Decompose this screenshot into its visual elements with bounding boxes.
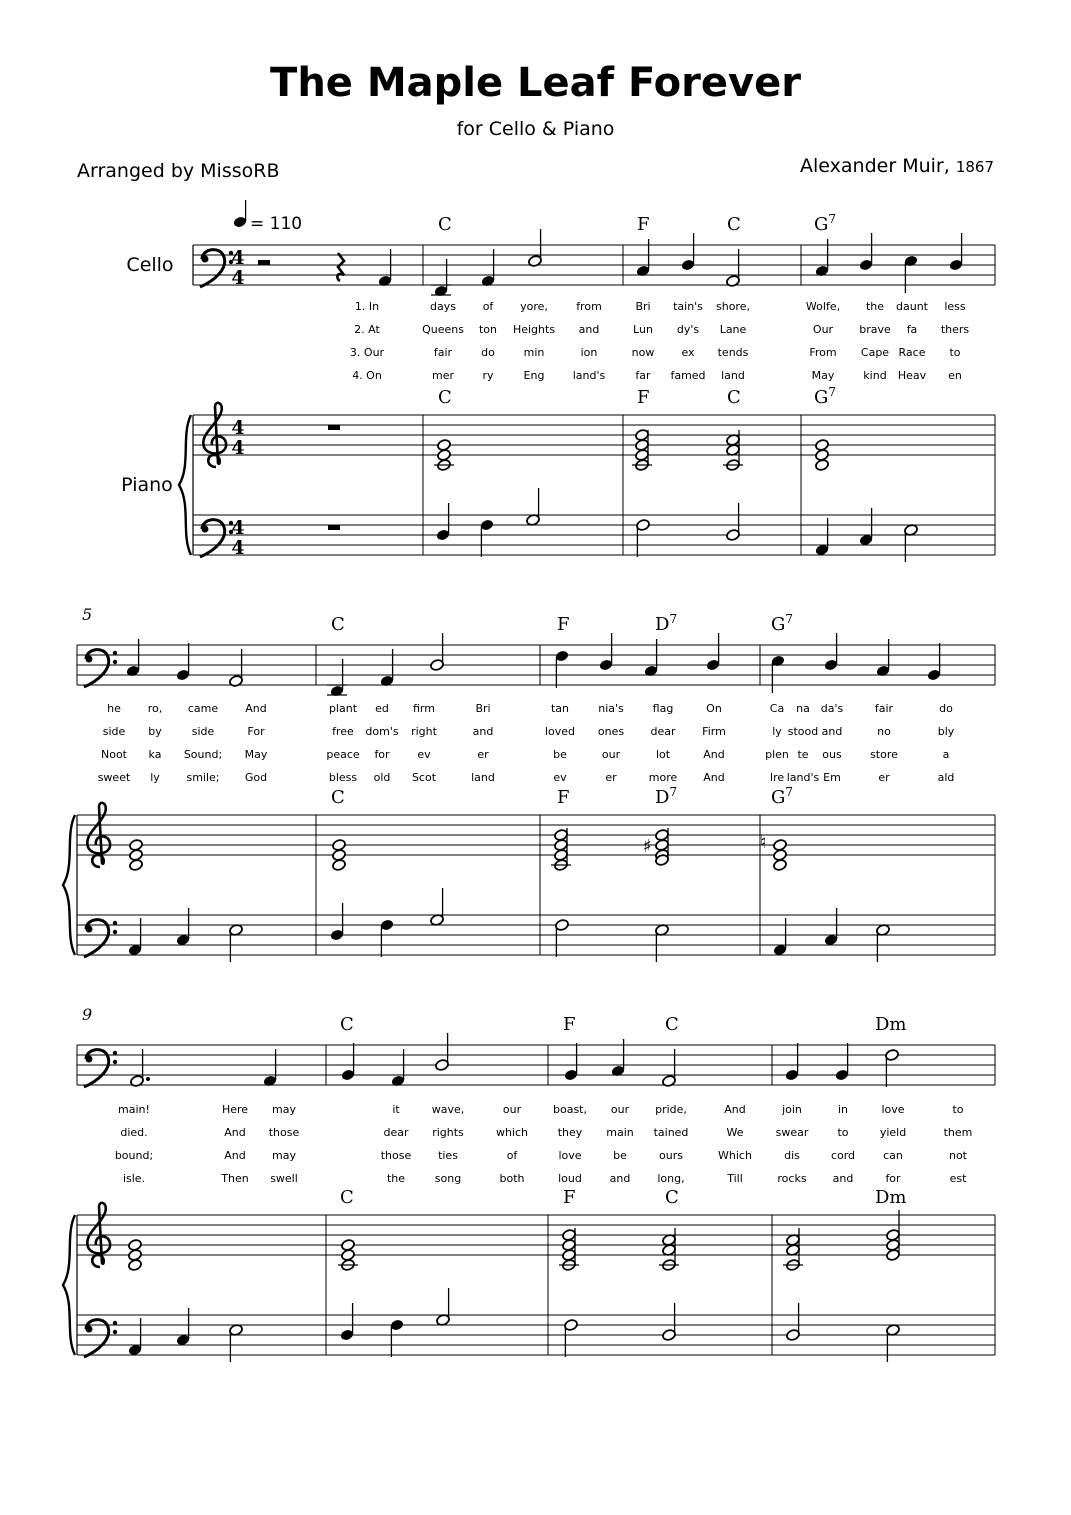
chord-symbol: F (557, 787, 570, 808)
time-signature-numerator: 4 (231, 517, 245, 539)
composition-year: 1867 (955, 158, 994, 176)
lyric-verse-1: And (724, 1103, 746, 1116)
lyric-verse-3: Which (718, 1149, 752, 1162)
lyric-verse-2: ton (478, 323, 498, 336)
note (681, 233, 696, 271)
note (815, 518, 830, 556)
lyric-verse-1: love (881, 1103, 905, 1116)
lyric-verse-1: daunt (896, 300, 928, 313)
lyric-verse-4: Heav (897, 369, 927, 382)
arranger-credit: Arranged by MissoRB (77, 160, 280, 182)
lyric-verse-1: in (837, 1103, 849, 1116)
note (786, 1303, 801, 1341)
note (176, 643, 191, 681)
lyric-verse-4: the (386, 1172, 406, 1185)
lyric-verse-2: and (821, 725, 843, 738)
lyric-verse-2: thers (940, 323, 970, 336)
lyric-verse-2: We (726, 1126, 744, 1139)
lyric-verse-3: peace (326, 748, 360, 761)
chord-symbol: $D^7$ (655, 785, 678, 808)
quarter-rest (337, 253, 344, 281)
score-text (82, 212, 972, 1208)
lyric-verse-3: Sound; (183, 748, 223, 761)
piano-bass-staff-2 (77, 915, 995, 955)
note (555, 650, 570, 688)
lyric-verse-3: can (883, 1149, 903, 1162)
lyric-verse-3: may (272, 1149, 296, 1162)
chord-symbol: F (563, 1187, 576, 1208)
note (885, 1049, 900, 1087)
piano-treble-staff-1 (193, 415, 995, 455)
lyric-verse-3: From (809, 346, 837, 359)
lyric-verse-3: ka (148, 748, 162, 761)
lyric-verse-3: te (797, 748, 809, 761)
lyric-verse-3: to (949, 346, 961, 359)
lyric-verse-3: Noot (100, 748, 128, 761)
note (824, 908, 839, 946)
lyric-verse-1: firm (413, 702, 435, 715)
lyric-verse-2: Firm (702, 725, 726, 738)
note (773, 918, 788, 956)
note (815, 459, 830, 472)
lyric-verse-1: came (187, 702, 219, 715)
lyric-verse-1: fair (874, 702, 894, 715)
lyric-verse-2: and (578, 323, 600, 336)
lyric-verse-4: bless (328, 771, 358, 784)
lyric-verse-1: shore, (716, 300, 750, 313)
lyric-verse-2: Lun (633, 323, 653, 336)
note (824, 633, 839, 671)
lyric-verse-2: Heights (512, 323, 556, 336)
note (340, 1303, 355, 1341)
lyric-verse-1: to (952, 1103, 964, 1116)
lyric-verse-3: of (506, 1149, 518, 1162)
lyric-verse-4: ry (482, 369, 494, 382)
lyric-verse-4: Ire (769, 771, 785, 784)
lyric-verse-2: yield (879, 1126, 907, 1139)
note (835, 1043, 850, 1081)
lyric-verse-3: And (224, 1149, 246, 1162)
note (949, 233, 964, 271)
lyric-verse-1: join (782, 1103, 802, 1116)
cello-staff-3 (77, 1045, 995, 1085)
lyric-verse-4: rocks (777, 1172, 807, 1185)
note (771, 655, 786, 693)
chord-symbol: C (665, 1187, 679, 1208)
lyric-verse-4: loud (558, 1172, 582, 1185)
composer-name: Alexander Muir, (800, 155, 950, 177)
piano-bass-staff-1 (193, 515, 995, 555)
note (859, 233, 874, 271)
lyric-verse-2: 2. At (354, 323, 380, 336)
chord-symbol: $G^7$ (814, 212, 837, 235)
note (229, 924, 244, 962)
lyric-verse-1: yore, (520, 300, 548, 313)
lyric-verse-3: ev (417, 748, 431, 761)
lyric-verse-2: brave (859, 323, 891, 336)
lyric-verse-1: And (245, 702, 267, 715)
cello-label: Cello (126, 254, 174, 276)
chord-symbol: F (637, 214, 650, 235)
lyric-verse-4: isle. (122, 1172, 146, 1185)
lyric-verse-2: Queens (422, 323, 464, 336)
note (176, 1308, 191, 1346)
lyric-verse-1: 1. In (354, 300, 380, 313)
chord-symbol: $G^7$ (771, 612, 794, 635)
lyric-verse-3: love (558, 1149, 582, 1162)
lyric-verse-4: swell (270, 1172, 298, 1185)
lyric-verse-3: be (613, 1149, 627, 1162)
chord-symbol: $G^7$ (814, 385, 837, 408)
lyric-verse-1: plant (328, 702, 358, 715)
lyric-verse-4: more (648, 771, 678, 784)
chord-symbol: C (340, 1014, 354, 1035)
lyric-verse-4: 4. On (352, 369, 382, 382)
lyric-verse-1: tain's (673, 300, 703, 313)
note (480, 519, 495, 557)
lyric-verse-4: land's (786, 771, 820, 784)
note (330, 903, 345, 941)
chord-symbol: C (331, 614, 345, 635)
note (859, 508, 874, 546)
lyric-verse-2: rights (432, 1126, 464, 1139)
chord-symbol: C (438, 214, 452, 235)
note (599, 633, 614, 671)
lyric-verse-2: them (943, 1126, 973, 1139)
lyric-verse-2: swear (775, 1126, 809, 1139)
note (430, 888, 445, 926)
note (229, 1324, 244, 1362)
lyric-verse-2: side (102, 725, 126, 738)
lyric-verse-2: fa (906, 323, 918, 336)
lyric-verse-1: tan (550, 702, 570, 715)
lyric-verse-4: smile; (186, 771, 220, 784)
note (904, 255, 919, 293)
chord-symbol: C (331, 787, 345, 808)
note (526, 488, 541, 526)
note (886, 1249, 901, 1262)
note (435, 1033, 450, 1071)
piano-brace (63, 1215, 75, 1355)
note (528, 229, 543, 267)
lyric-verse-4: est (949, 1172, 967, 1185)
score-subtitle: for Cello & Piano (456, 118, 615, 140)
lyric-verse-1: Here (221, 1103, 249, 1116)
lyric-verse-1: On (706, 702, 722, 715)
chord-symbol: C (438, 387, 452, 408)
note (128, 918, 143, 956)
lyric-verse-1: our (502, 1103, 522, 1116)
lyric-verse-1: wave, (431, 1103, 465, 1116)
lyric-verse-3: store (870, 748, 898, 761)
lyric-verse-3: ours (659, 1149, 683, 1162)
lyric-verse-2: stood (787, 725, 819, 738)
note (128, 1318, 143, 1356)
measure-number: 9 (82, 1005, 93, 1024)
lyric-verse-3: May (244, 748, 268, 761)
lyric-verse-1: days (430, 300, 456, 313)
lyric-verse-2: dear (650, 725, 676, 738)
note (886, 1324, 901, 1362)
time-signature-denominator: 4 (231, 437, 245, 459)
chord-symbol: $D^7$ (655, 612, 678, 635)
lyric-verse-4: er (605, 771, 617, 784)
lyric-verse-2: dear (383, 1126, 409, 1139)
lyric-verse-3: Race (898, 346, 926, 359)
lyric-verse-1: Bri (635, 300, 651, 313)
lyric-verse-4: both (499, 1172, 525, 1185)
lyric-verse-4: And (703, 771, 725, 784)
lyric-verse-4: land's (572, 369, 606, 382)
lyric-verse-1: pride, (655, 1103, 687, 1116)
note (927, 643, 942, 681)
lyric-verse-4: sweet (97, 771, 131, 784)
lyric-verse-3: ous (822, 748, 842, 761)
lyric-verse-3: min (523, 346, 545, 359)
note (655, 924, 670, 962)
chord-symbol: F (563, 1014, 576, 1035)
lyric-verse-3: be (553, 748, 567, 761)
note (662, 1303, 677, 1341)
note (773, 859, 788, 872)
note (380, 919, 395, 957)
lyric-verse-3: tends (717, 346, 749, 359)
note (436, 503, 451, 541)
lyric-verse-2: they (557, 1126, 583, 1139)
chord-symbol: C (727, 387, 741, 408)
lyric-verse-2: bly (937, 725, 955, 738)
chord-symbol: $G^7$ (771, 785, 794, 808)
time-signature-denominator: 4 (231, 267, 245, 289)
whole-rest (328, 525, 340, 530)
lyric-verse-2: side (191, 725, 215, 738)
cello-staff-1 (193, 245, 995, 285)
lyric-verse-2: died. (120, 1126, 148, 1139)
whole-rest (328, 425, 340, 430)
lyric-verse-4: famed (670, 369, 706, 382)
lyric-verse-2: those (268, 1126, 300, 1139)
chord-symbol: Dm (875, 1014, 907, 1035)
lyric-verse-3: ties (438, 1149, 458, 1162)
sharp-icon: ♯ (643, 836, 652, 857)
measure-number: 5 (82, 605, 93, 624)
lyric-verse-1: na (796, 702, 810, 715)
lyric-verse-2: loved (544, 725, 576, 738)
lyric-verse-4: land (721, 369, 745, 382)
lyric-verse-4: for (885, 1172, 901, 1185)
chord-symbol: Dm (875, 1187, 907, 1208)
lyric-verse-1: our (610, 1103, 630, 1116)
lyric-verse-2: which (495, 1126, 529, 1139)
lyric-verse-4: God (244, 771, 268, 784)
lyric-verse-2: to (837, 1126, 849, 1139)
note (726, 503, 741, 541)
lyric-verse-3: ion (580, 346, 598, 359)
chord-symbol: F (557, 614, 570, 635)
lyric-verse-4: Scot (411, 771, 437, 784)
lyric-verse-2: Lane (719, 323, 747, 336)
note (332, 859, 347, 872)
lyric-verse-3: a (942, 748, 950, 761)
lyric-verse-2: free (332, 725, 354, 738)
half-rest (258, 260, 270, 265)
lyric-verse-2: by (148, 725, 162, 738)
lyric-verse-1: may (272, 1103, 296, 1116)
note (176, 908, 191, 946)
lyric-verse-2: tained (653, 1126, 689, 1139)
dot (146, 1077, 150, 1081)
lyric-verse-2: main (606, 1126, 634, 1139)
time-signature-numerator: 4 (231, 417, 245, 439)
lyric-verse-3: for (374, 748, 390, 761)
lyric-verse-4: en (948, 369, 962, 382)
lyric-verse-1: ro, (147, 702, 163, 715)
note (233, 200, 248, 228)
lyric-verse-2: ones (597, 725, 625, 738)
lyric-verse-1: he (107, 702, 121, 715)
lyric-verse-4: and (609, 1172, 631, 1185)
lyric-verse-4: May (811, 369, 835, 382)
lyric-verse-2: right (411, 725, 437, 738)
note (876, 924, 891, 962)
lyric-verse-4: kind (863, 369, 887, 382)
lyric-verse-4: ly (150, 771, 160, 784)
piano-treble-staff-3 (77, 1215, 995, 1255)
lyric-verse-4: er (878, 771, 890, 784)
lyric-verse-1: da's (820, 702, 844, 715)
lyric-verse-1: of (482, 300, 494, 313)
chord-symbol: C (665, 1014, 679, 1035)
chord-symbol: F (637, 387, 650, 408)
tempo-marking: = 110 (250, 214, 303, 234)
lyric-verse-1: it (392, 1103, 400, 1116)
lyric-verse-1: Ca (769, 702, 785, 715)
lyric-verse-4: Em (823, 771, 841, 784)
lyric-verse-4: song (434, 1172, 462, 1185)
lyric-verse-1: Bri (475, 702, 491, 715)
note (904, 524, 919, 562)
lyric-verse-2: dom's (365, 725, 399, 738)
lyric-verse-3: Cape (860, 346, 890, 359)
lyric-verse-4: land (471, 771, 495, 784)
lyric-verse-2: and (472, 725, 494, 738)
lyric-verse-1: less (944, 300, 966, 313)
cello-staff-2 (77, 645, 995, 685)
note (436, 1288, 451, 1326)
time-signature-denominator: 4 (231, 537, 245, 559)
score-title: The Maple Leaf Forever (270, 60, 801, 106)
note (636, 519, 651, 557)
lyric-verse-3: 3. Our (349, 346, 385, 359)
piano-brace (63, 815, 75, 955)
time-signature-numerator: 4 (231, 247, 245, 269)
lyric-verse-3: fair (433, 346, 453, 359)
lyric-verse-4: ev (553, 771, 567, 784)
lyric-verse-3: now (631, 346, 655, 359)
note (564, 1319, 579, 1357)
lyric-verse-1: flag (652, 702, 674, 715)
lyric-verse-3: cord (830, 1149, 856, 1162)
lyric-verse-1: the (865, 300, 885, 313)
lyric-verse-3: ex (681, 346, 695, 359)
piano-treble-staff-2 (77, 815, 995, 855)
lyric-verse-2: For (247, 725, 265, 738)
lyric-verse-2: dy's (676, 323, 700, 336)
lyric-verse-1: from (576, 300, 602, 313)
note (785, 1043, 800, 1081)
lyric-verse-4: and (832, 1172, 854, 1185)
lyric-verse-3: dis (784, 1149, 800, 1162)
lyric-verse-1: Wolfe, (805, 300, 841, 313)
note (706, 633, 721, 671)
lyric-verse-3: plen (765, 748, 789, 761)
lyric-verse-4: long, (657, 1172, 685, 1185)
lyric-verse-3: lot (655, 748, 671, 761)
piano-brace (179, 415, 191, 555)
lyric-verse-1: boast, (553, 1103, 587, 1116)
lyric-verse-4: Then (221, 1172, 249, 1185)
lyric-verse-4: ald (937, 771, 955, 784)
lyric-verse-3: do (481, 346, 495, 359)
note (128, 1259, 143, 1272)
piano-bass-staff-3 (77, 1315, 995, 1355)
natural-icon: ♮ (760, 832, 767, 853)
lyric-verse-3: bound; (114, 1149, 154, 1162)
note (555, 919, 570, 957)
note (564, 1043, 579, 1081)
lyric-verse-3: And (703, 748, 725, 761)
chord-symbol: C (340, 1187, 354, 1208)
lyric-verse-4: Till (727, 1172, 743, 1185)
lyric-verse-4: Eng (523, 369, 545, 382)
lyric-verse-1: do (939, 702, 953, 715)
lyric-verse-2: ly (772, 725, 782, 738)
chord-symbol: C (727, 214, 741, 235)
piano-label: Piano (121, 474, 173, 496)
lyric-verse-1: nia's (598, 702, 624, 715)
note (390, 1319, 405, 1357)
lyric-verse-1: ed (375, 702, 389, 715)
lyric-verse-3: not (948, 1149, 968, 1162)
lyric-verse-4: far (635, 369, 651, 382)
lyric-verse-4: mer (431, 369, 455, 382)
lyric-verse-3: er (477, 748, 489, 761)
lyric-verse-2: And (224, 1126, 246, 1139)
lyric-verse-1: main! (118, 1103, 150, 1116)
note (430, 633, 445, 671)
lyric-verse-2: Our (812, 323, 834, 336)
lyric-verse-2: no (877, 725, 891, 738)
lyric-verse-3: our (601, 748, 621, 761)
note (129, 859, 144, 872)
lyric-verse-3: those (380, 1149, 412, 1162)
note (341, 1043, 356, 1081)
lyric-verse-4: old (373, 771, 391, 784)
